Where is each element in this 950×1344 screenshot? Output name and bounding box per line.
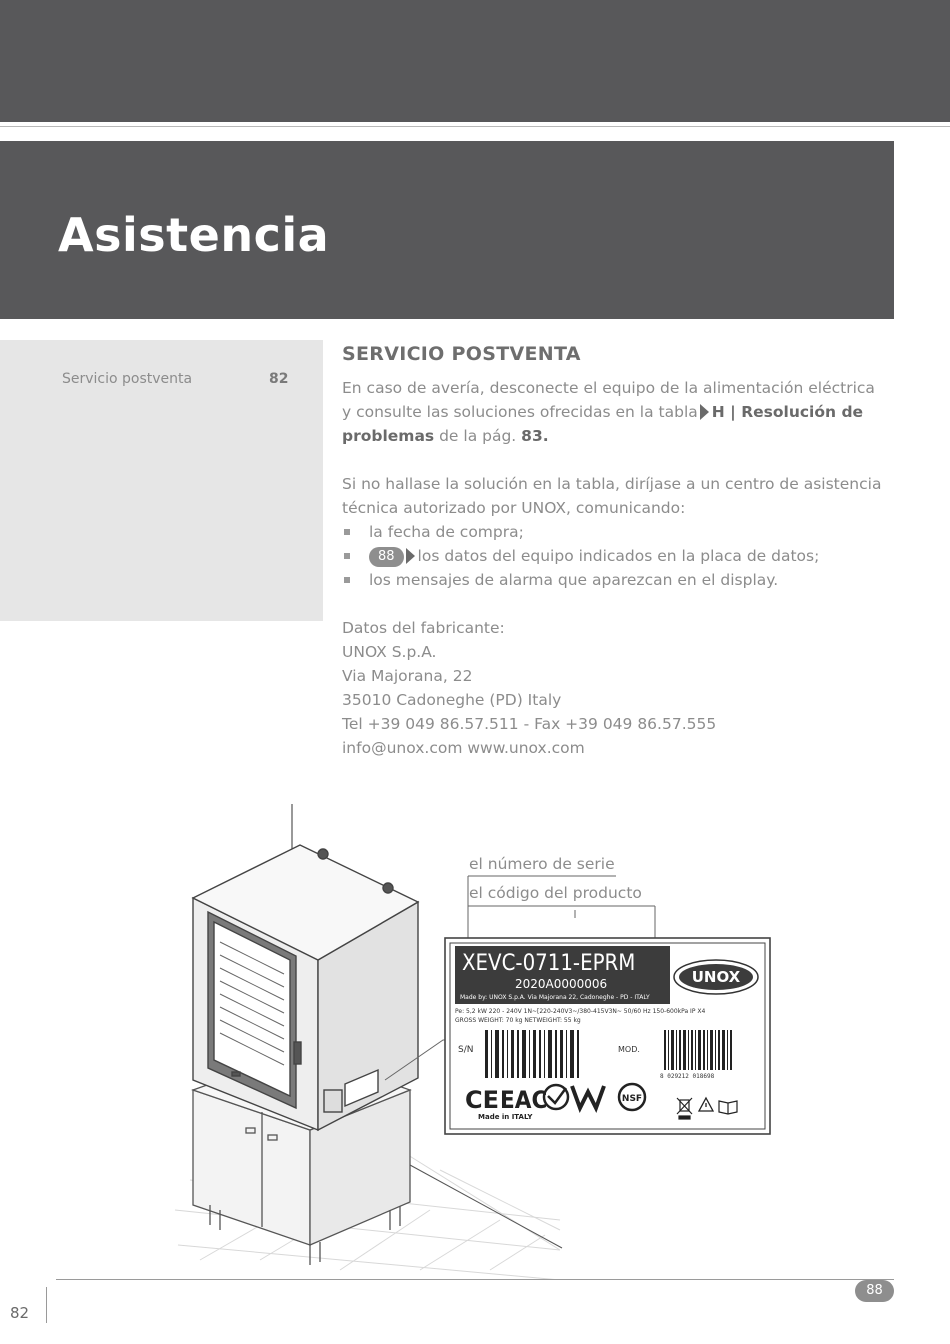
table-reference: H | Resolución de (711, 403, 864, 421)
plate-ean-number: 8 029212 018698 (660, 1073, 715, 1080)
table-reference-cont: problemas (342, 427, 435, 445)
manufacturer-name: UNOX S.p.A. (342, 643, 437, 661)
footer-vertical-rule (46, 1287, 47, 1323)
manufacturer-city: 35010 Cadoneghe (PD) Italy (342, 691, 562, 709)
page-title: Asistencia (58, 208, 330, 262)
bullet-icon (344, 529, 350, 535)
para1-line1: En caso de avería, desconecte el equipo de la alimentación eléctrica (342, 379, 875, 397)
plate-sn-label: S/N (458, 1045, 474, 1055)
para2-line1: Si no hallase la solución en la tabla, diríjase a un centro de asistencia (342, 475, 882, 493)
page-number: 82 (10, 1304, 30, 1322)
header-band (0, 0, 950, 122)
eac-mark: EAC (500, 1086, 548, 1114)
rating-plate (445, 938, 770, 1134)
section-title: SERVICIO POSTVENTA (342, 343, 581, 365)
callout-product-code: el código del producto (469, 884, 642, 902)
para1-line2 (342, 400, 863, 424)
arrow-right-icon (406, 548, 415, 564)
manufacturer-phone: Tel +39 049 86.57.511 - Fax +39 049 86.57.555 (342, 715, 717, 733)
nsf-mark-text: NSF (621, 1094, 643, 1104)
bullet-icon (344, 553, 350, 559)
made-in-italy: Made in ITALY (478, 1113, 533, 1121)
plate-spec2: GROSS WEIGHT: 70 kg NETWEIGHT: 55 kg (455, 1017, 581, 1024)
toc-item-label[interactable]: Servicio postventa (62, 371, 193, 387)
para1-line3-text: de la pág. (434, 427, 522, 445)
bullet-alarm-messages: los mensajes de alarma que aparezcan en el display. (369, 571, 779, 589)
plate-model: XEVC-0711-EPRM (462, 951, 636, 976)
unox-logo-text: UNOX (691, 968, 741, 986)
manufacturer-web[interactable]: info@unox.com www.unox.com (342, 739, 585, 757)
footer-divider (56, 1279, 894, 1280)
bullet-purchase-date: la fecha de compra; (369, 523, 524, 541)
para2-line2: técnica autorizado por UNOX, comunicando: (342, 499, 686, 517)
manufacturer-label: Datos del fabricante: (342, 619, 505, 637)
header-divider (0, 126, 950, 127)
toc-item-page: 82 (269, 371, 289, 387)
para1-line2-text: y consulte las soluciones ofrecidas en la tabla (342, 403, 698, 421)
plate-mod-label: MOD. (618, 1045, 640, 1054)
page-reference: 83. (521, 427, 549, 445)
page-ref-pill-footer[interactable]: 88 (855, 1280, 894, 1302)
page-ref-pill[interactable]: 88 (369, 547, 404, 567)
para1-line3 (342, 424, 549, 448)
plate-made-by: Made by: UNOX S.p.A. Via Majorana 22, Cadoneghe - PD - ITALY (460, 994, 650, 1001)
bullet-plate-data (369, 544, 819, 568)
oven-body (193, 845, 418, 1130)
bullet-icon (344, 577, 350, 583)
ce-mark: CE (465, 1086, 500, 1114)
bullet-plate-text: los datos del equipo indicados en la placa de datos; (417, 547, 820, 565)
plate-serial: 2020A0000006 (515, 977, 608, 991)
arrow-right-icon (700, 404, 709, 420)
plate-spec1: Pe: 5,2 kW 220 - 240V 1N~[220-240V3~/380-415V3N~ 50/60 Hz 150-600kPa IP X4 (455, 1008, 706, 1015)
callout-serial-number: el número de serie (469, 855, 615, 873)
manufacturer-street: Via Majorana, 22 (342, 667, 473, 685)
